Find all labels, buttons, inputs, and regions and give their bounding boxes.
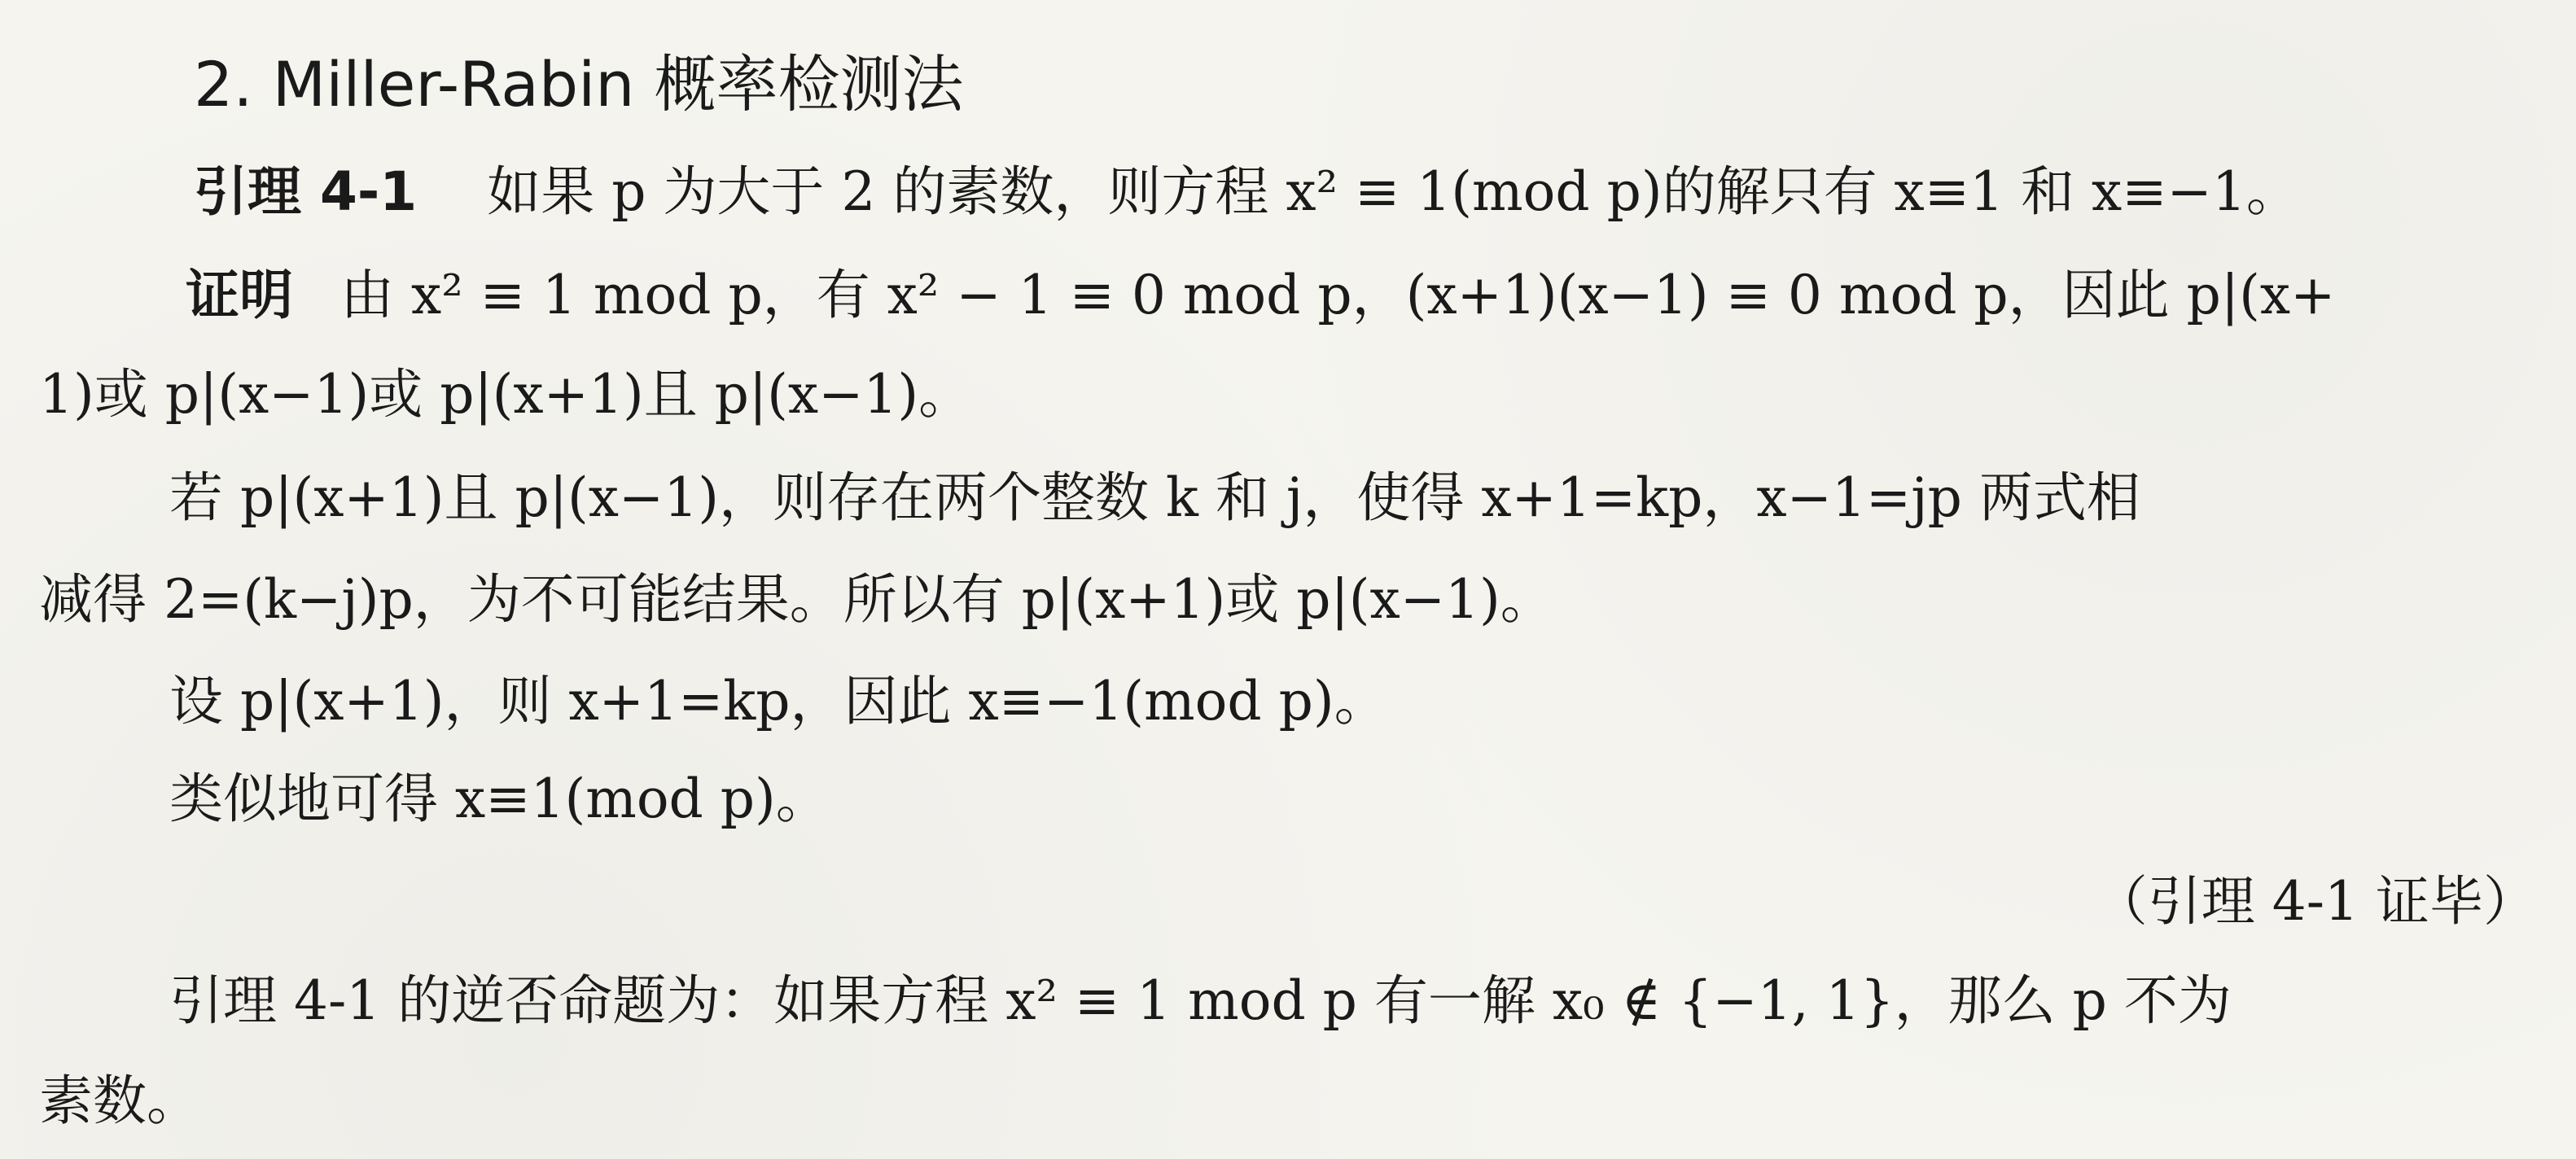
contrapositive-line-1: 引理 4-1 的逆否命题为：如果方程 x² ≡ 1 mod p 有一解 x₀ ∉ {−1, 1}，那么 p 不为 bbox=[169, 969, 2232, 1032]
proof-text-1: 由 x² ≡ 1 mod p，有 x² − 1 ≡ 0 mod p，(x+1)(x−1) ≡ 0 mod p，因此 p|(x+ bbox=[340, 264, 2336, 326]
section-heading: 2. Miller-Rabin 概率检测法 bbox=[194, 48, 964, 120]
proof-line-4: 减得 2=(k−j)p，为不可能结果。所以有 p|(x+1)或 p|(x−1)。 bbox=[39, 568, 1554, 631]
proof-end-note: （引理 4-1 证毕） bbox=[2093, 870, 2537, 933]
lemma-label: 引理 4-1 bbox=[194, 160, 418, 223]
contrapositive-line-2: 素数。 bbox=[39, 1069, 200, 1132]
proof-line-5: 设 p|(x+1)，则 x+1=kp，因此 x≡−1(mod p)。 bbox=[169, 670, 1388, 733]
proof-label: 证明 bbox=[186, 264, 293, 326]
proof-line-2: 1)或 p|(x−1)或 p|(x+1)且 p|(x−1)。 bbox=[39, 363, 973, 426]
lemma-statement: 如果 p 为大于 2 的素数，则方程 x² ≡ 1(mod p)的解只有 x≡1 和 x≡−1。 bbox=[487, 160, 2300, 223]
proof-line-3: 若 p|(x+1)且 p|(x−1)，则存在两个整数 k 和 j，使得 x+1=kp，x−1=jp 两式相 bbox=[169, 466, 2140, 529]
proof-line-1 bbox=[186, 263, 2335, 327]
lemma-paragraph bbox=[194, 160, 2300, 224]
proof-line-6: 类似地可得 x≡1(mod p)。 bbox=[169, 768, 830, 830]
